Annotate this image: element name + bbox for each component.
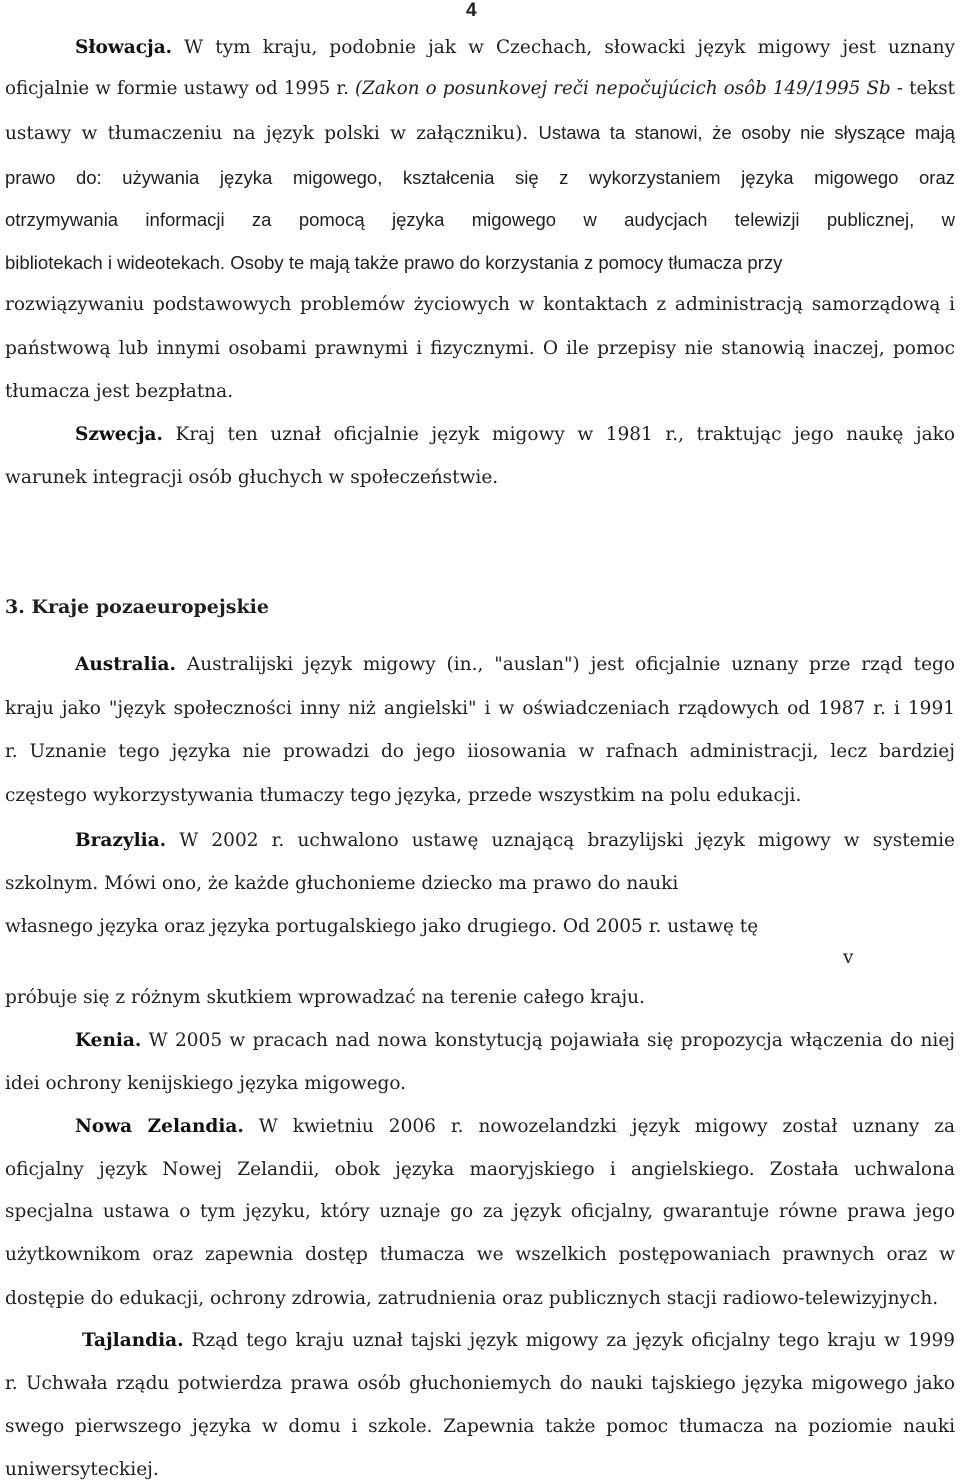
paragraph-slowacja-line-5: otrzymywania informacji za pomocą języka migowego w audycjach telewizji publicznej, w bbox=[5, 209, 955, 230]
paragraph-tajlandia-line-2: r. Uchwała rządu potwierdza prawa osób głuchoniemych do nauki tajskiego języka migowego jako bbox=[5, 1373, 955, 1394]
paragraph-slowacja-line-9: tłumacza jest bezpłatna. bbox=[5, 381, 234, 402]
paragraph-szwecja-line-1: Szwecja. Kraj ten uznał oficjalnie język migowy w 1981 r., traktując jego naukę jako bbox=[75, 424, 955, 445]
paragraph-nowa-zelandia-line-1: Nowa Zelandia. W kwietniu 2006 r. nowozelandzki język migowy został uznany za bbox=[75, 1116, 955, 1137]
paragraph-slowacja-line-3: ustawy w tłumaczeniu na język polski w załączniku). Ustawa ta stanowi, że osoby nie słyszące mają bbox=[5, 122, 955, 144]
paragraph-australia-line-1: Australia. Australijski język migowy (in., "auslan") jest oficjalnie uznany prze rząd tego bbox=[75, 654, 955, 675]
szwecja-heading: Szwecja. bbox=[75, 424, 163, 445]
paragraph-brazylia-line-3: własnego języka oraz języka portugalskiego jako drugiego. Od 2005 r. ustawę tę bbox=[5, 916, 759, 937]
paragraph-slowacja-line-8: państwową lub innymi osobami prawnymi i fizycznymi. O ile przepisy nie stanowią inaczej, pomoc bbox=[5, 338, 955, 359]
paragraph-nowa-zelandia-line-5: dostępie do edukacji, ochrony zdrowia, zatrudnienia oraz publicznych stacji radiowo-telewizyjnych. bbox=[5, 1288, 939, 1309]
paragraph-tajlandia-line-4: uniwersyteckiej. bbox=[5, 1459, 159, 1480]
paragraph-australia-line-4: częstego wykorzystywania tłumaczy tego języka, przede wszystkim na polu edukacji. bbox=[5, 785, 802, 806]
paragraph-szwecja-line-2: warunek integracji osób głuchych w społeczeństwie. bbox=[5, 467, 499, 488]
paragraph-nowa-zelandia-line-3: specjalna ustawa o tym języku, który uznaje go za język oficjalny, gwarantuje równe prawa jego bbox=[5, 1201, 955, 1222]
kenia-heading: Kenia. bbox=[75, 1030, 142, 1051]
slowacja-heading: Słowacja. bbox=[75, 37, 173, 58]
paragraph-nowa-zelandia-line-2: oficjalny język Nowej Zelandii, obok języka maoryjskiego i angielskiego. Została uchwalona bbox=[5, 1159, 955, 1180]
australia-heading: Australia. bbox=[75, 654, 176, 675]
paragraph-slowacja-line-7: rozwiązywaniu podstawowych problemów życiowych w kontaktach z administracją samorządową i bbox=[5, 294, 955, 315]
section-heading: 3. Kraje pozaeuropejskie bbox=[5, 596, 269, 618]
paragraph-kenia-line-2: idei ochrony kenijskiego języka migowego. bbox=[5, 1073, 407, 1094]
paragraph-tajlandia-line-1: Tajlandia. Rząd tego kraju uznał tajski język migowy za język oficjalny tego kraju w 1999 bbox=[82, 1330, 955, 1351]
paragraph-nowa-zelandia-line-4: użytkownikom oraz zapewnia dostęp tłumacza we wszelkich postępowaniach prawnych oraz w bbox=[5, 1244, 955, 1265]
brazylia-heading: Brazylia. bbox=[75, 830, 167, 851]
stray-character: v bbox=[843, 947, 854, 968]
page-number: 4 bbox=[466, 0, 477, 21]
paragraph-tajlandia-line-3: swego pierwszego języka w domu i szkole. Zapewnia także pomoc tłumacza na poziomie nauki bbox=[5, 1416, 955, 1437]
paragraph-brazylia-line-1: Brazylia. W 2002 r. uchwalono ustawę uznającą brazylijski język migowy w systemie bbox=[75, 830, 955, 851]
paragraph-brazylia-line-4: próbuje się z różnym skutkiem wprowadzać na terenie całego kraju. bbox=[5, 987, 645, 1008]
paragraph-australia-line-3: r. Uznanie tego języka nie prowadzi do jego iiosowania w rafnach administracji, lecz bardziej bbox=[5, 741, 955, 762]
paragraph-brazylia-line-2: szkolnym. Mówi ono, że każde głuchonieme dziecko ma prawo do nauki bbox=[5, 873, 679, 894]
paragraph-slowacja-line-4: prawo do: używania języka migowego, kształcenia się z wykorzystaniem języka migowego oraz bbox=[5, 167, 955, 188]
paragraph-slowacja-line-2: oficjalnie w formie ustawy od 1995 r. (Zakon o posunkovej reči nepočujúcich osôb 149/1995 Sb - tekst bbox=[5, 78, 956, 99]
paragraph-slowacja-line-6: bibliotekach i wideotekach. Osoby te mają także prawo do korzystania z pomocy tłumacza przy bbox=[5, 252, 783, 273]
paragraph-slowacja-line-1: Słowacja. W tym kraju, podobnie jak w Czechach, słowacki język migowy jest uznany bbox=[75, 37, 955, 58]
paragraph-australia-line-2: kraju jako "język społeczności inny niż angielski" i w oświadczeniach rządowych od 1987 r. i 1991 bbox=[5, 698, 955, 719]
paragraph-kenia-line-1: Kenia. W 2005 w pracach nad nowa konstytucją pojawiała się propozycja włączenia do niej bbox=[75, 1030, 955, 1051]
law-title: (Zakon o posunkovej reči nepočujúcich osôb 149/1995 Sb bbox=[355, 78, 891, 99]
nowa-zelandia-heading: Nowa Zelandia. bbox=[75, 1116, 244, 1137]
tajlandia-heading: Tajlandia. bbox=[82, 1330, 184, 1351]
